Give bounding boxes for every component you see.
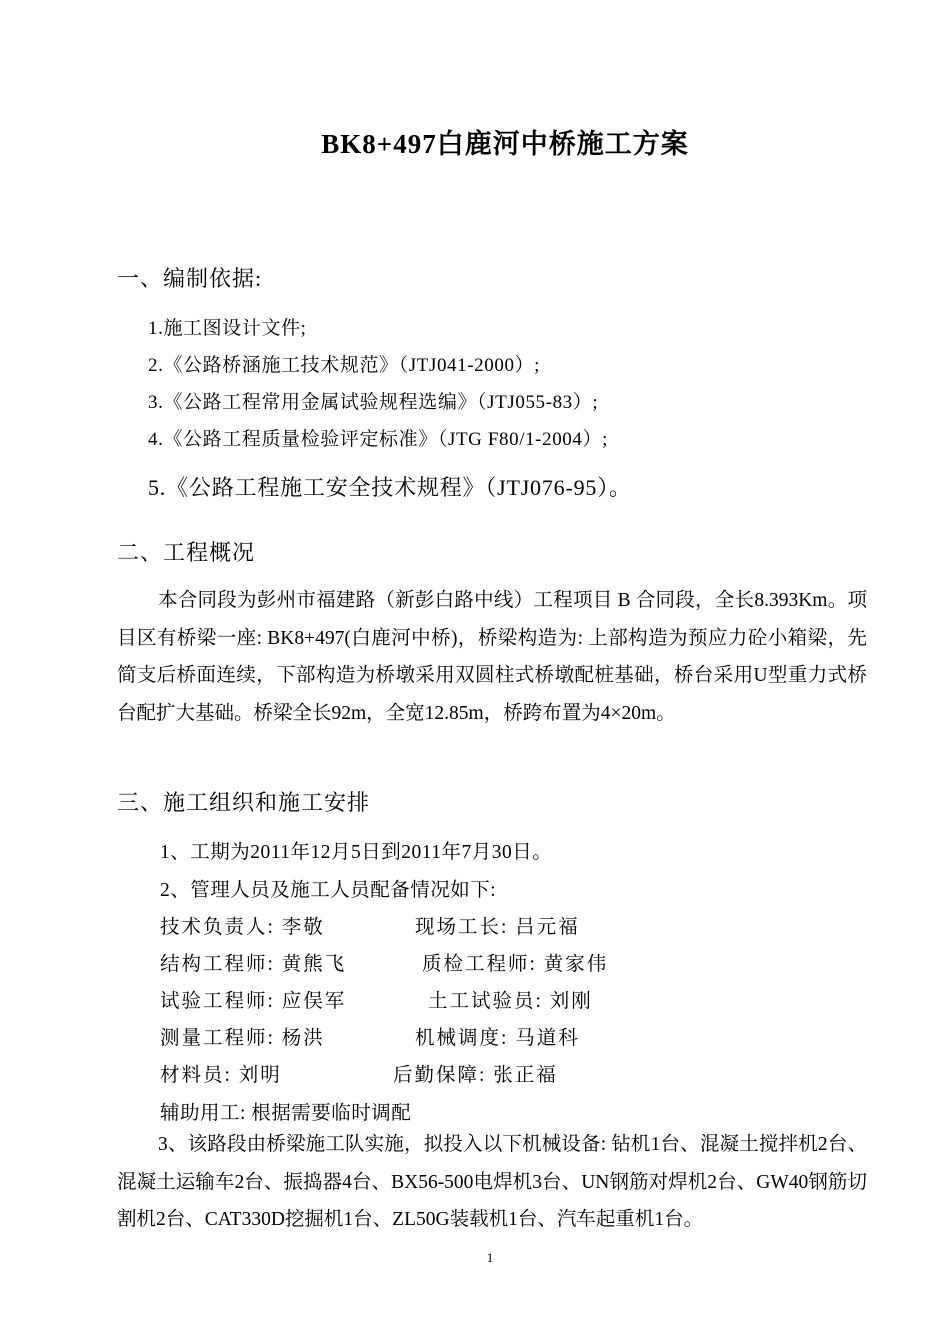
staff-role: 结构工程师: 黄熊飞 [160,954,347,975]
staff-row [160,911,580,939]
staff-role: 试验工程师: 应俣军 [160,991,347,1012]
staff-role: 测量工程师: 杨洪 [160,1028,325,1049]
schedule-item: 1、工期为2011年12月5日到2011年7月30日。 [160,842,553,863]
staff-role: 后勤保障: 张正福 [393,1065,558,1086]
auxiliary-labor: 辅助用工: 根据需要临时调配 [160,1103,412,1124]
basis-item-4: 4.《公路工程质量检验评定标准》（JTG F80/1-2004）; [148,429,608,450]
staff-row [160,1022,580,1050]
section-heading-overview: 二、工程概况 [117,540,256,565]
staff-role: 土工试验员: 刘刚 [428,991,593,1012]
page-number: 1 [486,1250,494,1265]
basis-item-1: 1.施工图设计文件; [148,318,307,339]
staff-row [160,948,609,976]
staff-role: 技术负责人: 李敬 [160,917,325,938]
basis-item-5: 5.《公路工程施工安全技术规程》（JTJ076-95）。 [148,475,632,500]
staffing-item: 2、管理人员及施工人员配备情况如下: [160,880,497,901]
staff-role: 质检工程师: 黄家伟 [422,954,609,975]
section-heading-basis: 一、编制依据: [117,266,263,291]
basis-item-3: 3.《公路工程常用金属试验规程选编》（JTJ055-83）; [148,392,599,413]
document-title: BK8+497白鹿河中桥施工方案 [321,129,689,159]
section-heading-organization: 三、施工组织和施工安排 [117,790,371,815]
equipment-paragraph: 3、该路段由桥梁施工队实施，拟投入以下机械设备: 钻机1台、混凝土搅拌机2台、混凝土运输车2台、振捣器4台、BX56-500电焊机3台、UN钢筋对焊机2台、GW40钢筋切割机2台、CAT330D挖掘机1台、ZL50G装载机1台、汽车起重机1台。 [117,1134,867,1230]
overview-paragraph: 本合同段为彭州市福建路（新彭白路中线）工程项目 B 合同段，全长8.393Km。项目区有桥梁一座: BK8+497(白鹿河中桥)，桥梁构造为: 上部构造为预应力砼小箱梁，先简支后桥面连续，下部构造为桥墩采用双圆柱式桥墩配桩基础，桥台采用U型重力式桥台配扩大基础。桥梁全长92m，全宽12.85m，桥跨布置为4×20m。 [117,590,867,724]
staff-role: 机械调度: 马道科 [415,1028,580,1049]
basis-item-2: 2.《公路桥涵施工技术规范》（JTJ041-2000）; [148,355,541,376]
staff-row [160,985,593,1013]
staff-row [160,1059,558,1087]
staff-role: 现场工长: 吕元福 [415,917,580,938]
staff-role: 材料员: 刘明 [160,1065,282,1086]
